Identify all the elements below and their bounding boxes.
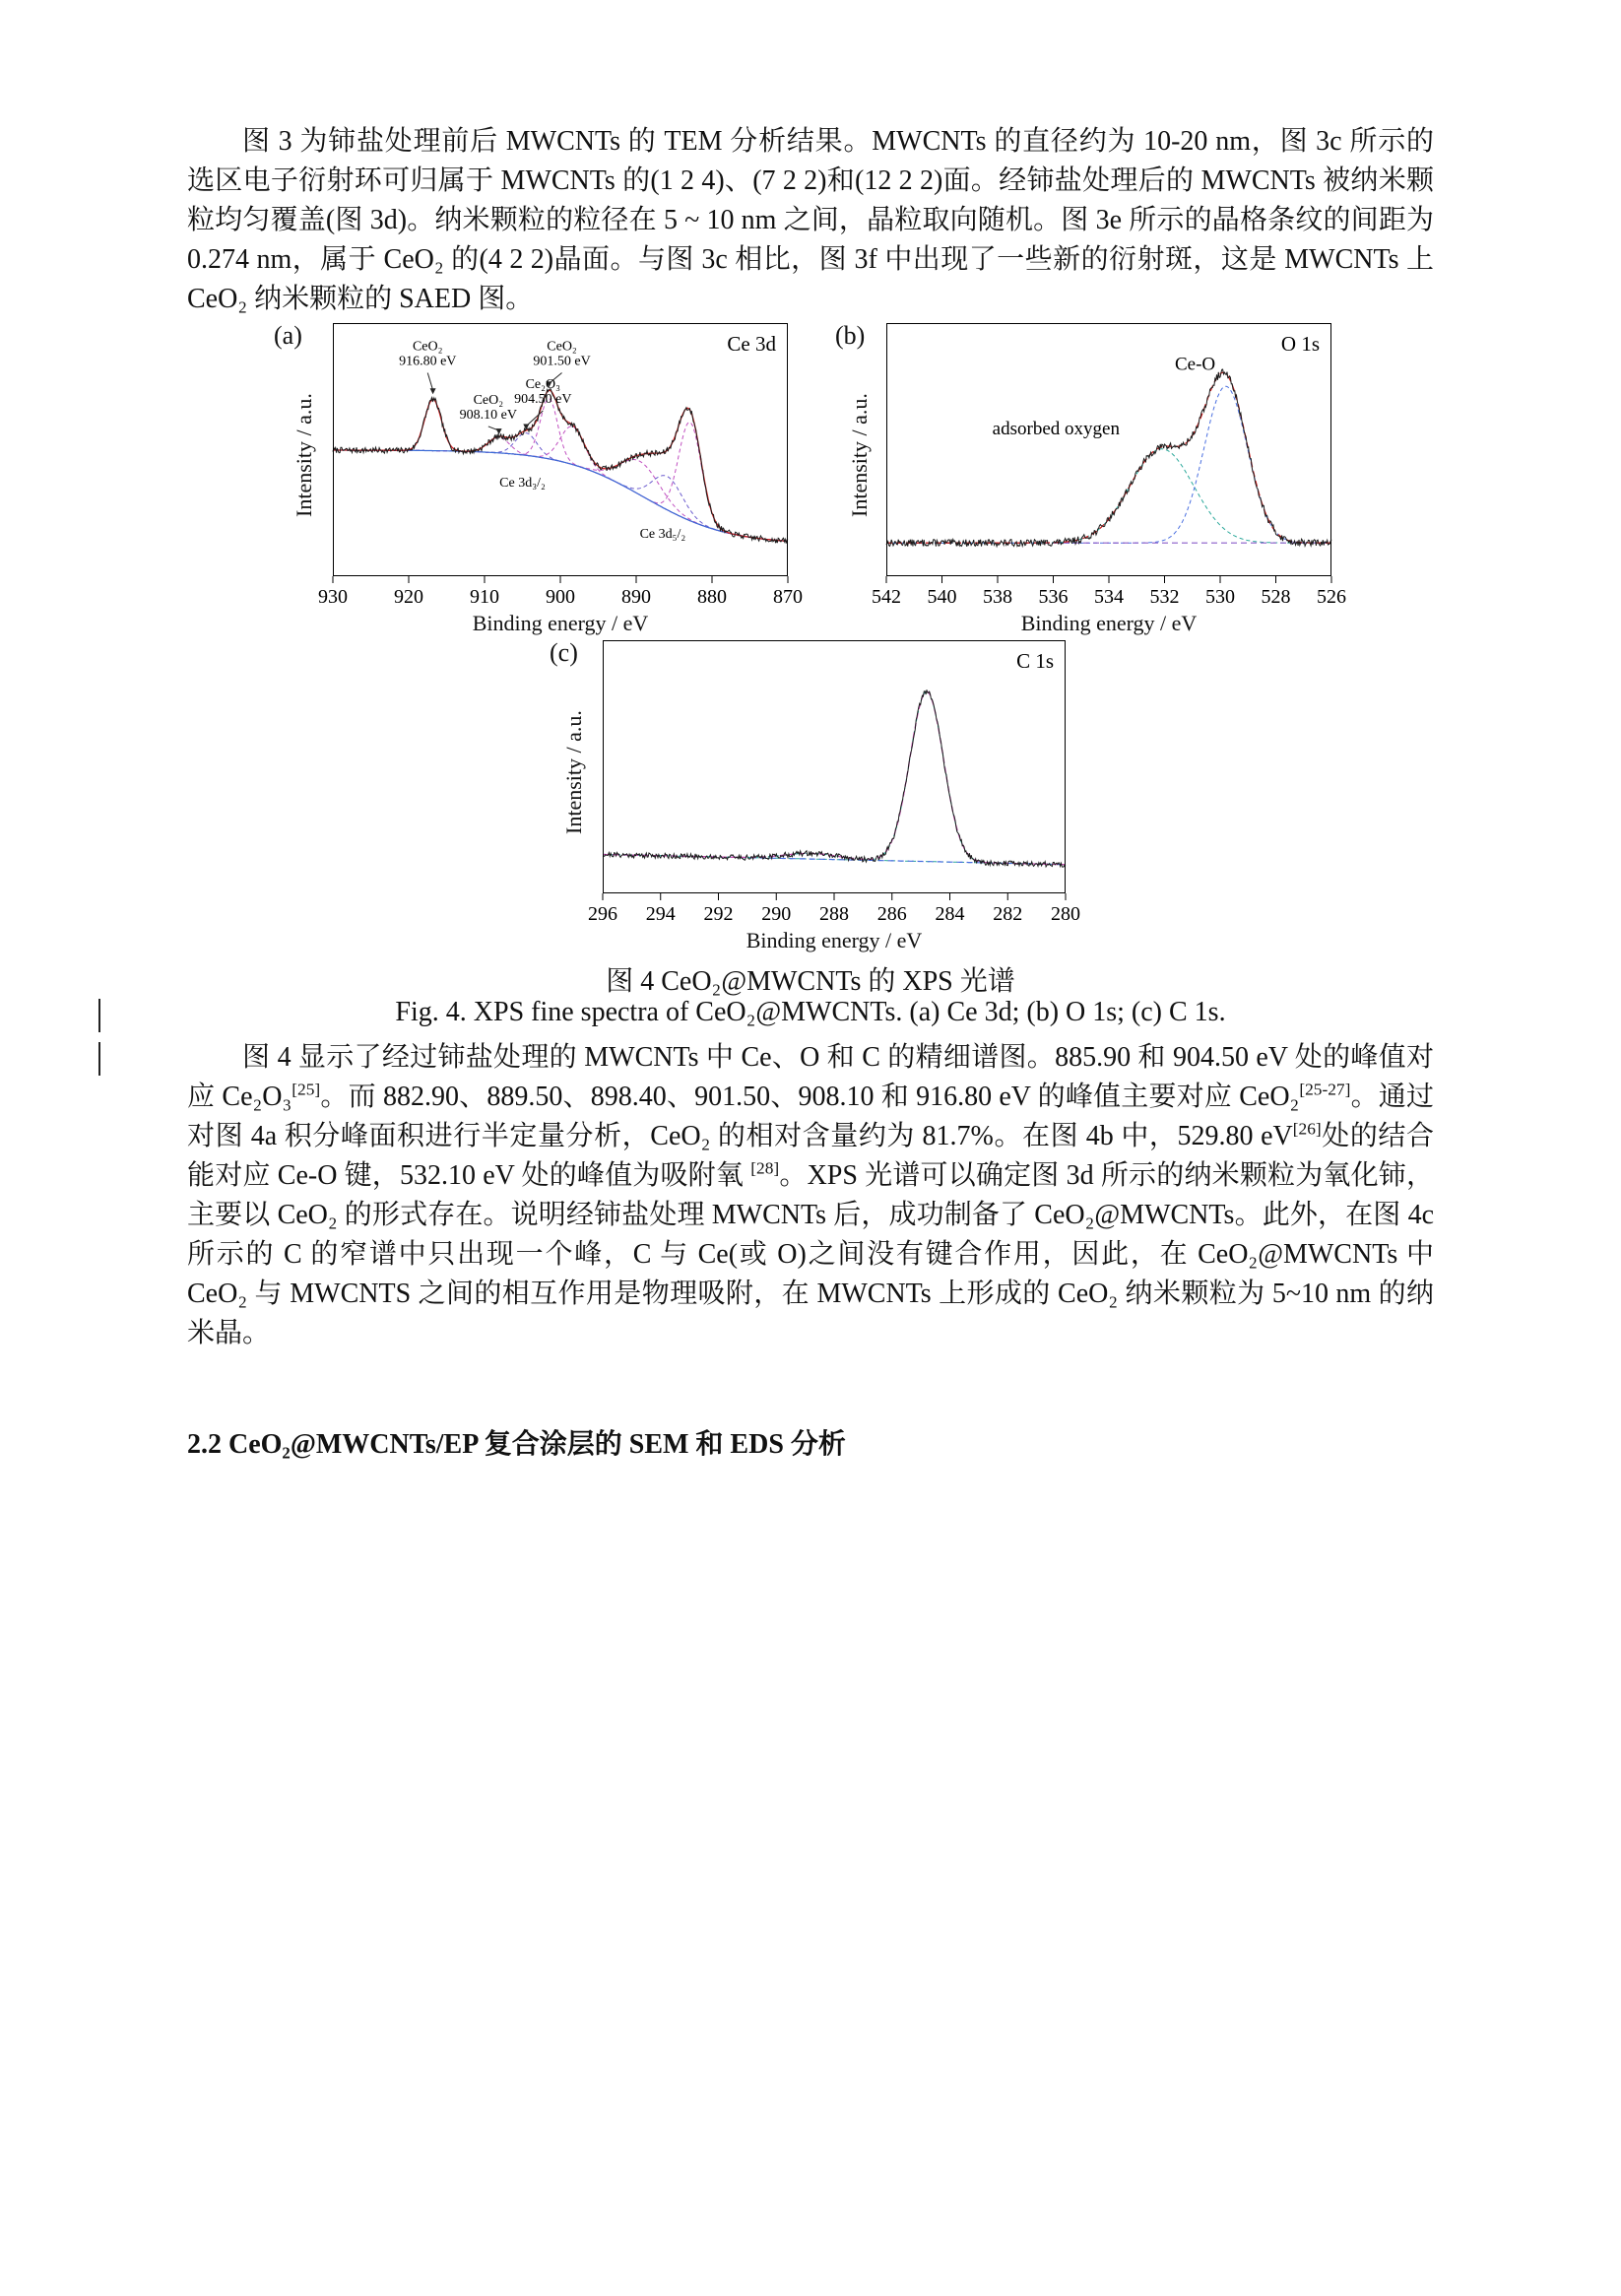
figure-caption-english: Fig. 4. XPS fine spectra of CeO₂@MWCNTs. (a) Ce 3d; (b) O 1s; (c) C 1s. [395,997,1226,1027]
c1s-spectrum-plot [588,640,1080,925]
svg-text:Ce₂O₃: Ce₂O₃ [525,377,561,393]
svg-text:288: 288 [819,903,849,925]
svg-text:534: 534 [1094,586,1124,608]
revision-change-bar [98,999,100,1032]
svg-text:910: 910 [470,586,499,608]
svg-text:CeO₂: CeO₂ [473,392,504,408]
svg-text:Ce-O: Ce-O [1174,354,1216,375]
chart-panel-c1s [532,632,1103,977]
y-axis-label-ce3d: Intensity / a.u. [292,393,316,517]
svg-text:890: 890 [621,586,651,608]
svg-text:280: 280 [1051,903,1080,925]
chart-panel-ce3d [256,315,817,655]
svg-text:Ce 3d₃/₂: Ce 3d₃/₂ [499,475,546,491]
panel-label-a: (a) [274,321,302,350]
x-axis-label-o1s: Binding energy / eV [1020,611,1198,635]
svg-text:901.50 eV: 901.50 eV [533,354,591,369]
svg-text:904.50 eV: 904.50 eV [514,392,572,408]
svg-text:O 1s: O 1s [1280,332,1320,356]
svg-text:538: 538 [983,586,1012,608]
svg-text:CeO₂: CeO₂ [547,339,577,355]
panel-label-b: (b) [835,321,866,350]
svg-text:CeO₂: CeO₂ [412,339,443,355]
svg-text:930: 930 [318,586,348,608]
panel-label-c: (c) [550,638,578,667]
paragraph-xps-discussion: 图 4 显示了经过铈盐处理的 MWCNTs 中 Ce、O 和 C 的精细谱图。885.90 和 904.50 eV 处的峰值对应 Ce₂O₃[25]。而 882.90、889.50、898.40、901.50、908.10 和 916.80 eV 的峰值主要对应 CeO₂[25-27]。通过对图 4a 积分峰面积进行半定量分析，CeO₂ 的相对含量约为 81.7%。在图 4b 中，529.80 eV[26]处的结合能对应 Ce-O 键，532.10 eV 处的峰值为吸附氧 [28]。XPS 光谱可以确定图 3d 所示的纳米颗粒为氧化铈，主要以 CeO₂ 的形式存在。说明经铈盐处理 MWCNTs 后，成功制备了 CeO₂@MWCNTs。此外，在图 4c 所示的 C 的窄谱中只出现一个峰，C 与 Ce(或 O)之间没有键合作用，因此，在 CeO₂@MWCNTs 中 CeO₂ 与 MWCNTS 之间的相互作用是物理吸附，在 MWCNTs 上形成的 CeO₂ 纳米颗粒为 5~10 nm 的纳米晶。 [187,1042,1434,1348]
o1s-spectrum-plot [872,323,1346,608]
revision-change-bar [98,1042,100,1076]
svg-text:920: 920 [394,586,423,608]
paragraph-tem-analysis: 图 3 为铈盐处理前后 MWCNTs 的 TEM 分析结果。MWCNTs 的直径约为 10-20 nm，图 3c 所示的选区电子衍射环可归属于 MWCNTs 的(1 2 4)、(7 2 2)和(12 2 2)面。经铈盐处理后的 MWCNTs 被纳米颗粒均匀覆盖(图 3d)。纳米颗粒的粒径在 5 ~ 10 nm 之间，晶粒取向随机。图 3e 所示的晶格条纹的间距为 0.274 nm，属于 CeO₂ 的(4 2 2)晶面。与图 3c 相比，图 3f 中出现了一些新的衍射斑，这是 MWCNTs 上 CeO₂ 纳米颗粒的 SAED 图。 [187,126,1434,314]
y-axis-label-c1s: Intensity / a.u. [561,710,586,834]
svg-text:530: 530 [1205,586,1235,608]
svg-text:294: 294 [645,903,676,925]
section-heading-2-2: 2.2 CeO₂@MWCNTs/EP 复合涂层的 SEM 和 EDS 分析 [187,1429,846,1460]
svg-text:Ce 3d₅/₂: Ce 3d₅/₂ [639,527,686,543]
svg-text:282: 282 [993,903,1023,925]
chart-panel-o1s [817,315,1374,655]
svg-text:292: 292 [703,903,734,925]
svg-text:528: 528 [1261,586,1291,608]
svg-text:526: 526 [1317,586,1346,608]
svg-text:532: 532 [1149,586,1180,608]
svg-text:536: 536 [1038,586,1069,608]
svg-text:880: 880 [697,586,727,608]
x-axis-label-c1s: Binding energy / eV [746,928,923,952]
svg-text:908.10 eV: 908.10 eV [459,407,518,423]
x-axis-label-ce3d: Binding energy / eV [472,611,649,635]
figure-caption-chinese: 图 4 CeO₂@MWCNTs 的 XPS 光谱 [606,966,1015,997]
ce3d-spectrum-plot [318,323,803,608]
svg-text:290: 290 [761,903,792,925]
svg-text:Ce 3d: Ce 3d [727,332,776,356]
svg-text:284: 284 [935,903,965,925]
y-axis-label-o1s: Intensity / a.u. [847,393,872,517]
svg-text:adsorbed oxygen: adsorbed oxygen [992,419,1120,440]
svg-text:870: 870 [773,586,803,608]
svg-text:286: 286 [876,903,907,925]
svg-text:296: 296 [588,903,617,925]
svg-text:900: 900 [546,586,575,608]
svg-text:916.80 eV: 916.80 eV [399,354,457,369]
svg-text:542: 542 [872,586,901,608]
svg-text:C 1s: C 1s [1016,649,1054,673]
svg-text:540: 540 [927,586,957,608]
